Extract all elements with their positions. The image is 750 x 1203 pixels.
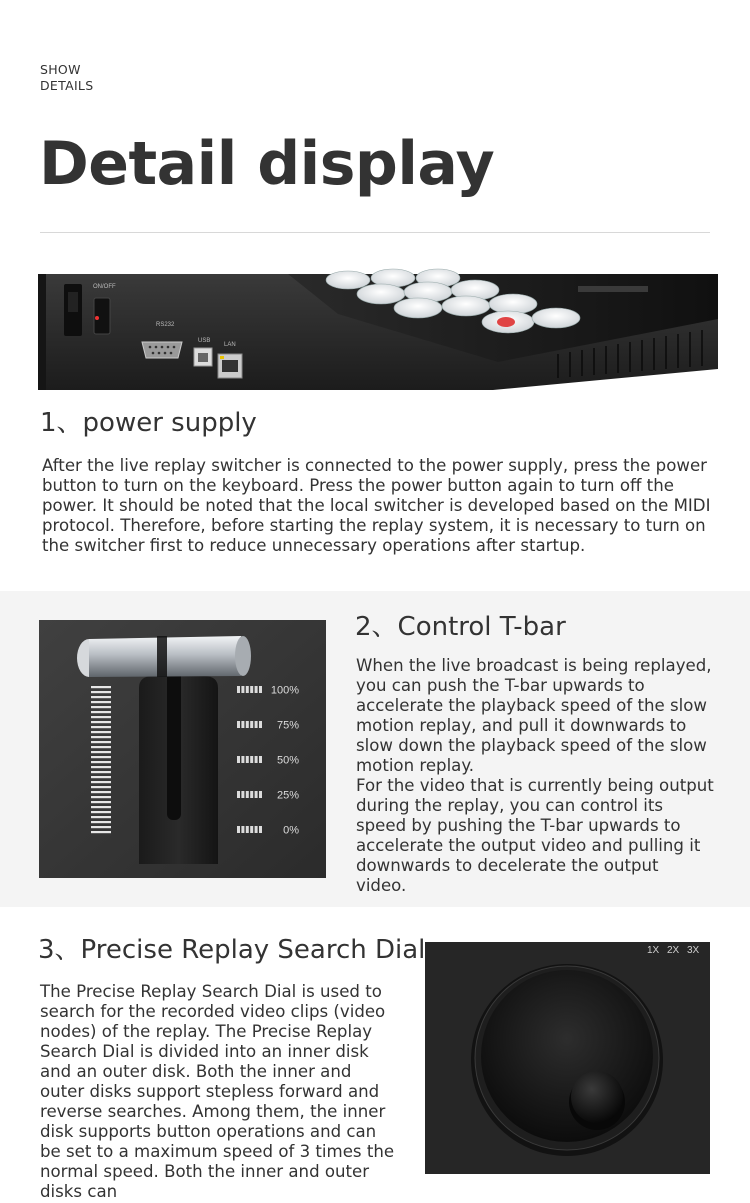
ladder-segment	[91, 801, 111, 803]
page-title: Detail display	[39, 129, 495, 199]
section-1-body: After the live replay switcher is connected to the power supply, press the power button to turn on the keyboard. Press the power button again to turn off the power. It should be noted that the local switcher is developed based on the MIDI protocol. Therefore, before starting the replay system, it is necessary to turn on the switcher first to reduce unnecessary operations after startup.	[42, 456, 711, 555]
ladder-segment	[91, 766, 111, 768]
section-3-heading: 3、Precise Replay Search Dial	[38, 935, 426, 965]
ladder-segment	[91, 821, 111, 823]
ladder-segment	[91, 826, 111, 828]
ladder-segment	[91, 736, 111, 738]
ladder-segment	[91, 701, 111, 703]
tbar-photo	[39, 620, 326, 878]
ladder-segment	[91, 696, 111, 698]
ladder-segment	[91, 726, 111, 728]
onoff-label: ON/OFF	[93, 284, 116, 290]
section-3-body-clip	[40, 982, 396, 1201]
scale-label: 25%	[276, 789, 299, 802]
scale-label: 0%	[283, 824, 299, 837]
ladder-segment	[91, 686, 111, 688]
ladder-segment	[91, 716, 111, 718]
ladder-segment	[91, 791, 111, 793]
section-2-heading: 2、Control T-bar	[355, 612, 566, 642]
ladder-segment	[91, 806, 111, 808]
scale-label: 50%	[276, 754, 299, 767]
scale-label: 75%	[276, 719, 299, 732]
eyebrow-line-1: SHOW	[40, 62, 81, 77]
ladder-segment	[91, 746, 111, 748]
ladder-segment	[91, 731, 111, 733]
speed-1x: 1X	[647, 945, 660, 956]
ladder-segment	[91, 711, 111, 713]
ladder-segment	[91, 786, 111, 788]
ladder-segment	[91, 796, 111, 798]
ladder-segment	[91, 721, 111, 723]
ladder-segment	[91, 761, 111, 763]
section-2-paragraph-2: For the video that is currently being output during the replay, you can control its speed by pushing the T-bar upwards to accelerate the output video and pulling it downwards to decelerate the output video.	[356, 776, 714, 895]
ladder-segment	[91, 751, 111, 753]
usb-label: USB	[198, 338, 211, 344]
divider	[40, 232, 710, 233]
ladder-segment	[91, 771, 111, 773]
rs232-label: RS232	[156, 322, 175, 328]
section-2-body	[356, 656, 714, 896]
ladder-segment	[91, 816, 111, 818]
ladder-segment	[91, 776, 111, 778]
section-1-heading: 1、power supply	[40, 408, 257, 438]
eyebrow	[40, 62, 93, 94]
ladder-segment	[91, 706, 111, 708]
ladder-segment	[91, 756, 111, 758]
ladder-segment	[91, 691, 111, 693]
section-3-body: The Precise Replay Search Dial is used to search for the recorded video clips (video nodes) of the replay. The Precise Replay Search Dial is divided into an inner disk and an outer disk. Both the inner and outer disks support stepless forward and reverse searches. Among them, the inner disk supports button operations and can be set to a maximum speed of 3 times the normal speed. Both the inner and outer disks can	[40, 982, 395, 1201]
eyebrow-line-2: DETAILS	[40, 78, 94, 93]
ladder-segment	[91, 831, 111, 833]
ladder-segment	[91, 741, 111, 743]
search-dial-photo	[425, 942, 710, 1174]
speed-3x: 3X	[687, 945, 700, 956]
scale-label: 100%	[270, 684, 299, 697]
rear-panel-photo	[38, 274, 718, 390]
speed-2x: 2X	[667, 945, 680, 956]
lan-label: LAN	[224, 342, 236, 348]
ladder-segment	[91, 781, 111, 783]
ladder-segment	[91, 811, 111, 813]
section-2-paragraph-1: When the live broadcast is being replayed, you can push the T-bar upwards to accelerate the playback speed of the slow motion replay, and pull it downwards to slow down the playback speed of the slow motion replay.	[356, 656, 712, 775]
